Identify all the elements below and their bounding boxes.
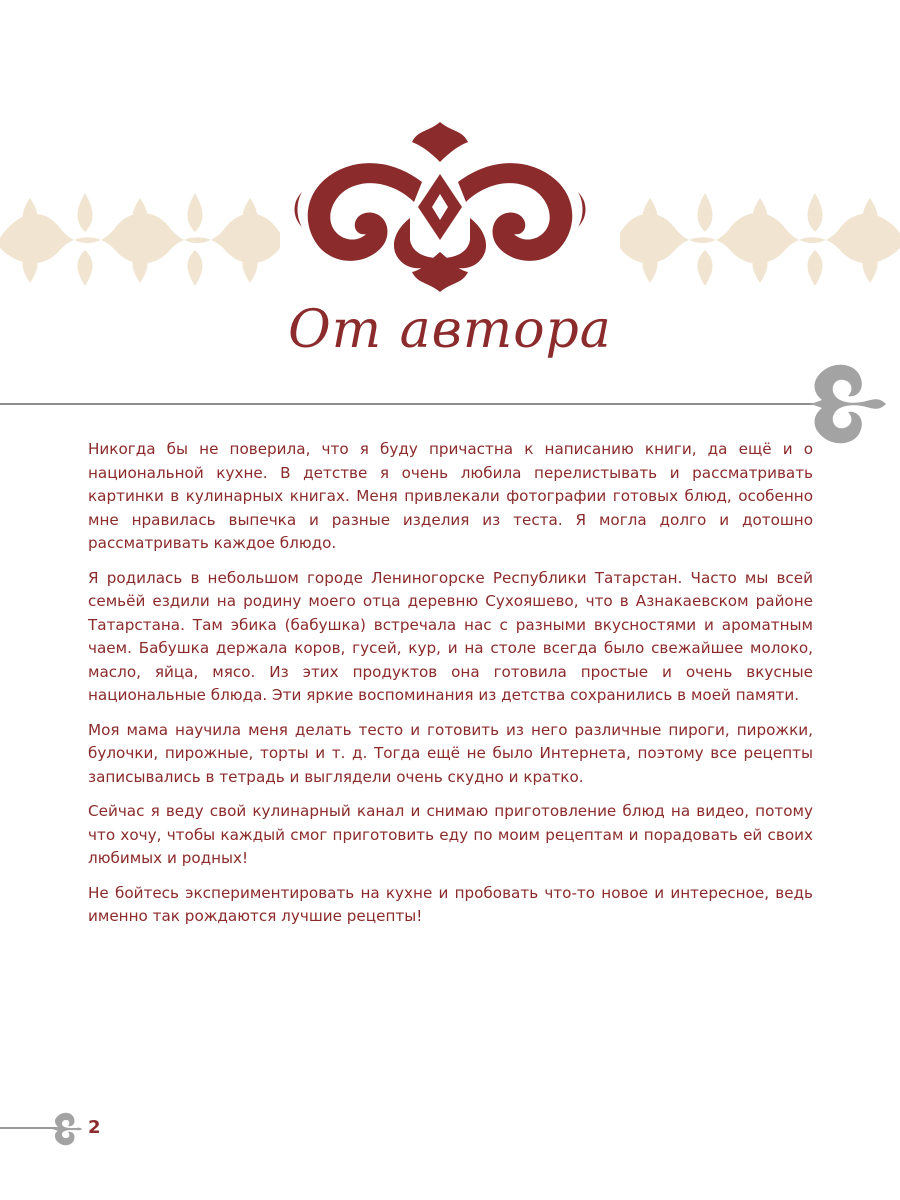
curl-ornament-icon — [806, 356, 886, 452]
paragraph: Сейчас я веду свой кулинарный канал и снимаю приготовление блюд на видео, потому что хочу, чтобы каждый смог приготовить еду по моим рецептам и порадовать ей своих любимых и родных! — [88, 802, 813, 867]
page-number: 2 — [88, 1117, 101, 1138]
footer-divider — [0, 1127, 58, 1129]
tatar-ornament-medallion-icon — [292, 122, 588, 292]
title-divider — [0, 403, 818, 405]
paragraph: Я родилась в небольшом городе Лениногорске Республики Татарстан. Часто мы всей семьёй ездили на родину моего отца деревню Сухояшево, что в Азнакаевском районе Татарстана. Там эбика (бабушка) встречала нас с разными вкусностями и ароматным чаем. Бабушка держала коров, гусей, кур, и на столе всегда было свежайшее молоко, масло, яйца, мясо. Из этих продуктов она готовила простые и очень вкусные национальные блюда. Эти яркие воспоминания из детства сохранились в моей памяти. — [88, 568, 813, 704]
page-title: От автора — [288, 300, 612, 360]
author-foreword-text — [88, 438, 813, 940]
paragraph: Не бойтесь экспериментировать на кухне и пробовать что-то новое и интересное, ведь именно так рождаются лучшие рецепты! — [88, 883, 813, 925]
paragraph: Моя мама научила меня делать тесто и готовить из него различные пироги, пирожки, булочки, пирожные, торты и т. д. Тогда ещё не было Интернета, поэтому все рецепты записывались в тетрадь и выглядели очень скудно и кратко. — [88, 720, 813, 786]
curl-ornament-small-icon — [52, 1110, 82, 1148]
paragraph: Никогда бы не поверила, что я буду причастна к написанию книги, да ещё и о национальной кухне. В детстве я очень любила перелистывать и рассматривать картинки в кулинарных книгах. Меня привлекали фотографии готовых блюд, особенно мне нравилась выпечка и разные изделия из теста. Я могла долго и дотошно рассматривать каждое блюдо. — [88, 440, 813, 552]
